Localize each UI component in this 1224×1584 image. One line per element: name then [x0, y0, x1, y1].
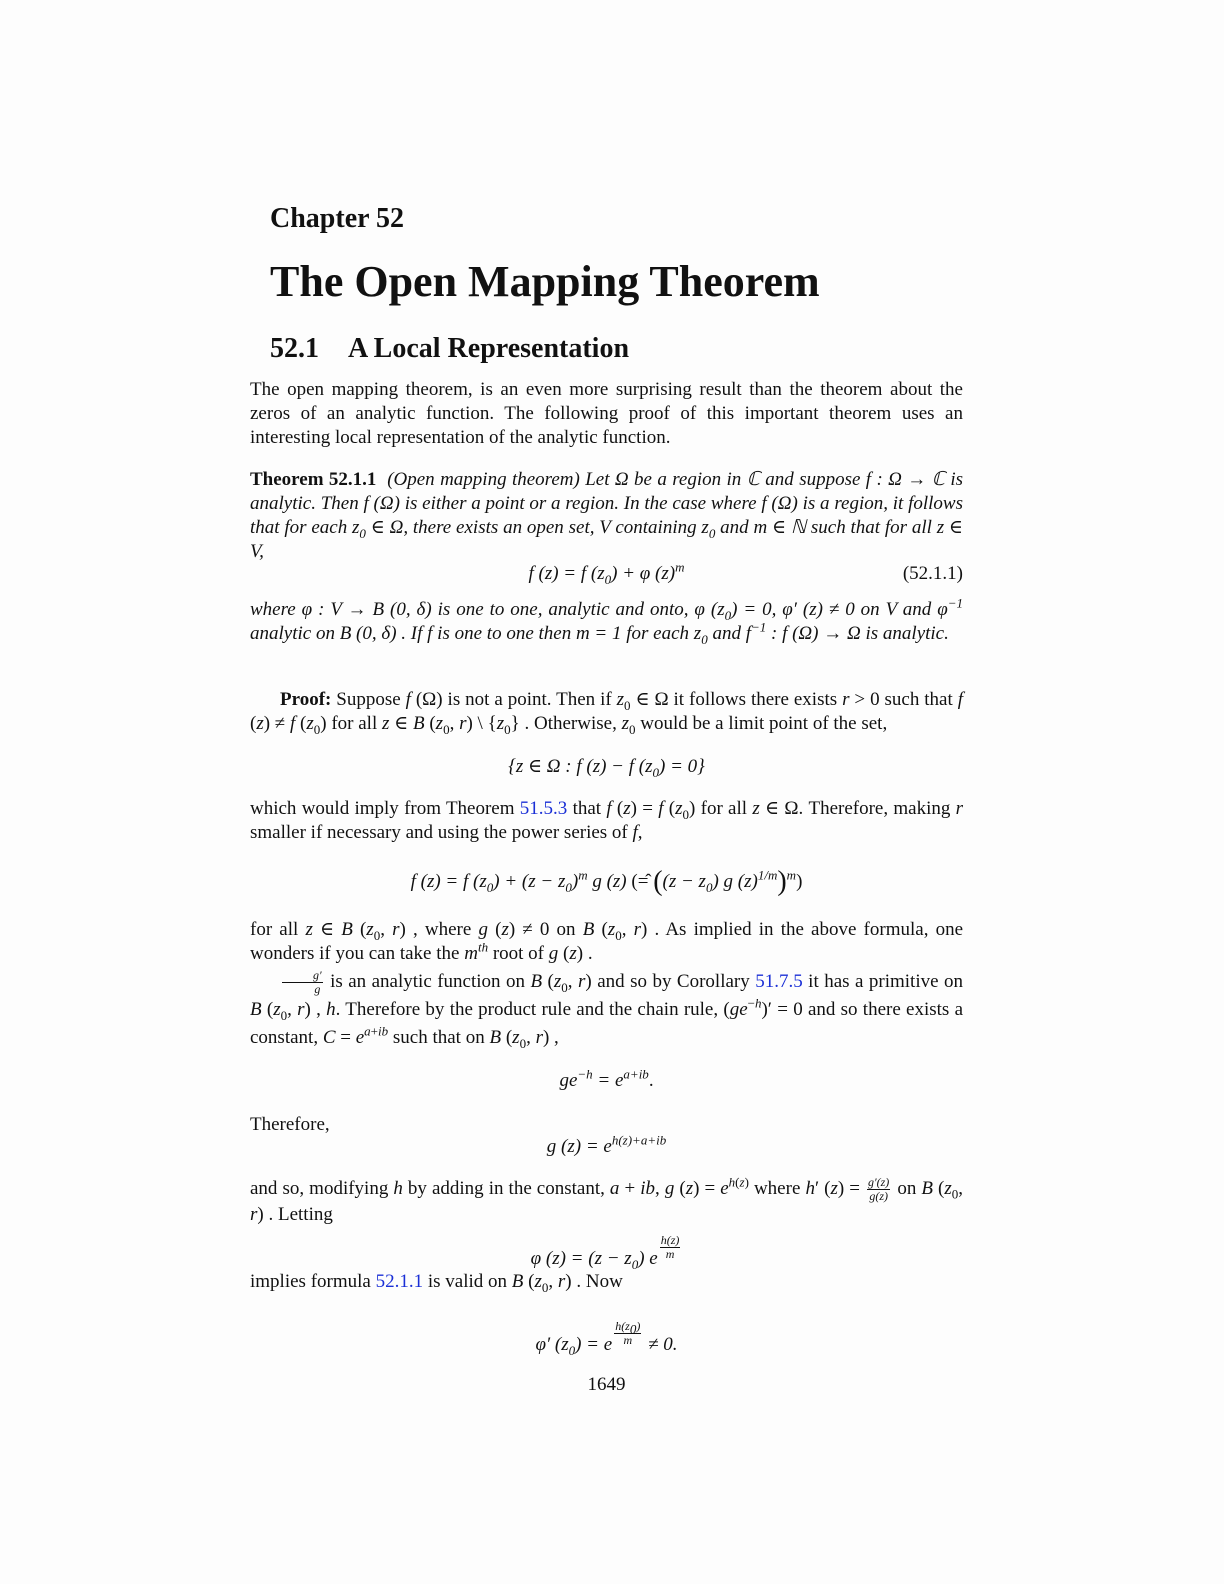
- theorem-statement: Theorem 52.1.1 (Open mapping theorem) Let Ω be a region in ℂ and suppose f : Ω → ℂ is analytic. Then f (Ω) is either a point or a region. In the case where f (Ω) is a region, it follows that for each $z_0$ ∈ Ω, there exists an open set, V containing $z_0$ and m ∈ ℕ such that for all z ∈ V,: [250, 469, 964, 562]
- link-corollary-51-7-5[interactable]: 51.7.5: [755, 971, 803, 992]
- proof-paragraph-4: $\frac{g'}{g}$ is an analytic function on B ($z_0$, r) and so by Corollary 51.7.5 it has a primitive on B ($z_0$, r) , h. Therefore by the product rule and the chain rule, $(ge^{-h})' = 0$ and so there exists a constant, $C = e^{a+ib}$ such that on B ($z_0$, r) ,: [250, 968, 964, 1051]
- g-exponential-display: g $(z) = e^{h(z)+a+ib}$: [546, 1132, 667, 1157]
- chapter-title: The Open Mapping Theorem: [270, 257, 820, 306]
- theorem-label: Theorem 52.1.1: [250, 469, 377, 490]
- proof-paragraph-6: implies formula 52.1.1 is valid on B ($z_0$, r) . Now: [250, 1271, 623, 1295]
- proof-paragraph-2: which would imply from Theorem 51.5.3 that f (z) = f $(z_0)$ for all z ∈ Ω. Therefore, making r smaller if necessary and using the power series of f,: [250, 798, 964, 843]
- section-number: 52.1: [270, 333, 319, 364]
- proof-paragraph-3: for all z ∈ B ($z_0$, r) , where g (z) ≠ 0 on B ($z_0$, r) . As implied in the above formula, one wonders if you can take the $m^{th}$ root of g (z) .: [250, 919, 964, 964]
- constant-display: $ge^{-h} = e^{a+ib}$.: [559, 1066, 654, 1091]
- link-formula-52-1-1[interactable]: 52.1.1: [375, 1271, 424, 1292]
- proof-paragraph-5: and so, modifying h by adding in the constant, a + ib, g $(z) = e^{h(z)}$ where h′ (z) = $\frac{g'(z)}{g(z)}$ on B ($z_0$, r) . Letting: [250, 1174, 964, 1225]
- power-series-display: f (z) = f $(z_0) + (z - z_0)^m$ g (z) (=̂ ($(z - z_0)$ g $(z)^{1/m})^m$): [410, 866, 803, 897]
- proof-label: Proof:: [280, 689, 332, 710]
- section-heading: [270, 333, 629, 365]
- chapter-label: Chapter 52: [270, 203, 405, 234]
- page-number: 1649: [587, 1374, 626, 1395]
- phi-definition-display: φ $(z) = (z - z_0)$ e $\frac{h(z)}{m}$: [530, 1233, 680, 1272]
- equation-52-1-1: f (z) = f $(z_0) + \varphi$ $(z)^m$ (52.1.1): [528, 559, 963, 587]
- equation-number: (52.1.1): [902, 563, 963, 584]
- zero-set-display: {z ∈ Ω : f (z) − f $(z_0) = 0$}: [508, 756, 705, 780]
- theorem-continuation: where φ : V → B (0, δ) is one to one, analytic and onto, φ $(z_0) = 0$, φ′ (z) ≠ 0 on V and $\varphi^{-1}$ analytic on B (0, δ) . If f is one to one then m = 1 for each $z_0$ and $f^{-1}$ : f (Ω) → Ω is analytic.: [250, 595, 963, 647]
- therefore-label: Therefore,: [250, 1114, 330, 1135]
- link-theorem-51-5-3[interactable]: 51.5.3: [519, 798, 568, 819]
- intro-paragraph: The open mapping theorem, is an even more surprising result than the theorem about the zeros of an analytic function. The following proof of this important theorem uses an interesting local representation of the analytic function.: [250, 379, 963, 448]
- section-title: A Local Representation: [348, 333, 630, 364]
- proof-paragraph-1: Proof: Suppose f (Ω) is not a point. Then if $z_0$ ∈ Ω it follows there exists r > 0 such that f (z) ≠ f $(z_0)$ for all z ∈ B ($z_0$, r) \ $\{z_0\}$ . Otherwise, $z_0$ would be a limit point of the set,: [250, 689, 963, 737]
- phi-derivative-display: φ′ $(z_0) = e$ $\frac{h(z_0)}{m}$ ≠ 0.: [535, 1319, 678, 1358]
